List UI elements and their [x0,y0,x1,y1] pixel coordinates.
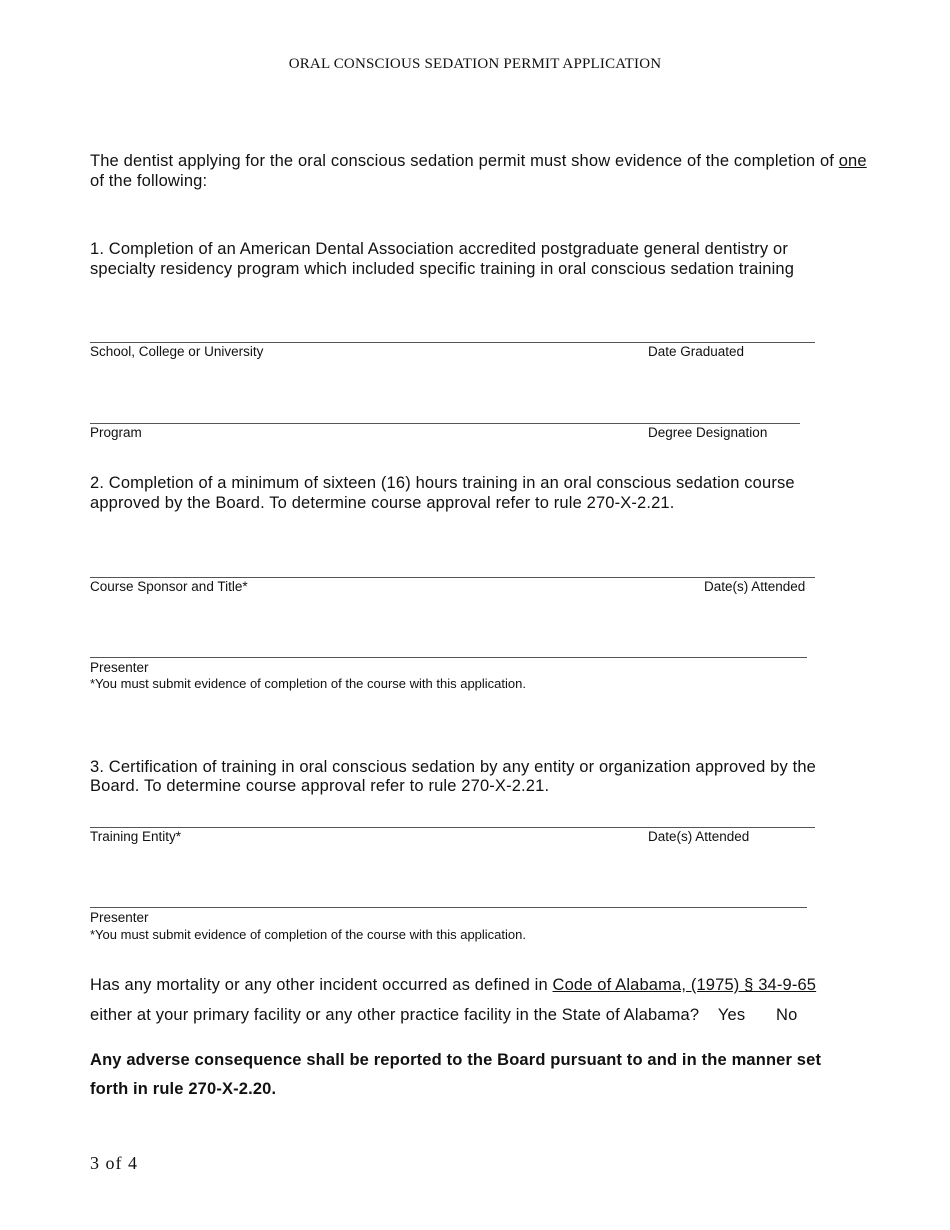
section-3-line-2: Board. To determine course approval refer to rule 270-X-2.21. [90,777,550,795]
dates-attended-label: Date(s) Attended [648,829,750,844]
date-graduated-label: Date Graduated [648,344,745,359]
school-field-label: School, College or University [90,344,264,359]
warning-line-2: forth in rule 270-X-2.20. [90,1080,277,1098]
program-field-label: Program [90,425,142,440]
page-title: ORAL CONSCIOUS SEDATION PERMIT APPLICATION [288,56,662,72]
presenter-label: Presenter [90,910,149,925]
presenter-field-line[interactable] [90,657,807,658]
course-sponsor-field-line[interactable] [90,577,815,578]
section-2-line-1: 2. Completion of a minimum of sixteen (16) hours training in an oral conscious sedation course [90,474,795,492]
dates-attended-label: Date(s) Attended [704,579,806,594]
incident-question-line-1 [90,975,816,995]
presenter-label: Presenter [90,660,149,675]
warning-line-1: Any adverse consequence shall be reported to the Board pursuant to and in the manner set [90,1051,822,1069]
section-3-line-1: 3. Certification of training in oral conscious sedation by any entity or organization approved by the [90,758,816,776]
training-entity-label: Training Entity* [90,829,182,844]
code-reference: Code of Alabama, (1975) § 34-9-65 [552,976,817,994]
course-evidence-note: *You must submit evidence of completion of the course with this application. [90,927,526,942]
school-field-line[interactable] [90,342,815,343]
intro-emphasis: one [838,152,867,170]
adverse-consequence-warning [90,1046,821,1104]
yes-option[interactable]: Yes [717,1006,746,1024]
course-sponsor-label: Course Sponsor and Title* [90,579,248,594]
intro-paragraph [90,151,870,191]
section-2-line-2: approved by the Board. To determine course approval refer to rule 270-X-2.21. [90,494,675,512]
intro-text-end: of the following: [90,172,208,190]
page-number: 3 of 4 [90,1153,138,1173]
program-field-line[interactable] [90,423,800,424]
no-option[interactable]: No [776,1006,798,1024]
section-1-line-2: specialty residency program which included specific training in oral conscious sedation training [90,260,795,278]
section-1-line-1: 1. Completion of an American Dental Association accredited postgraduate general dentistry or [90,240,789,258]
course-evidence-note: *You must submit evidence of completion of the course with this application. [90,676,526,691]
training-entity-field-line[interactable] [90,827,815,828]
intro-text: The dentist applying for the oral conscious sedation permit must show evidence of the completion of [90,152,834,170]
degree-designation-label: Degree Designation [648,425,768,440]
presenter-field-line[interactable] [90,907,807,908]
incident-question-text-2: either at your primary facility or any other practice facility in the State of Alabama? [90,1006,700,1024]
incident-question-text: Has any mortality or any other incident occurred as defined in [90,976,548,994]
incident-question-line-2 [90,1005,850,1025]
